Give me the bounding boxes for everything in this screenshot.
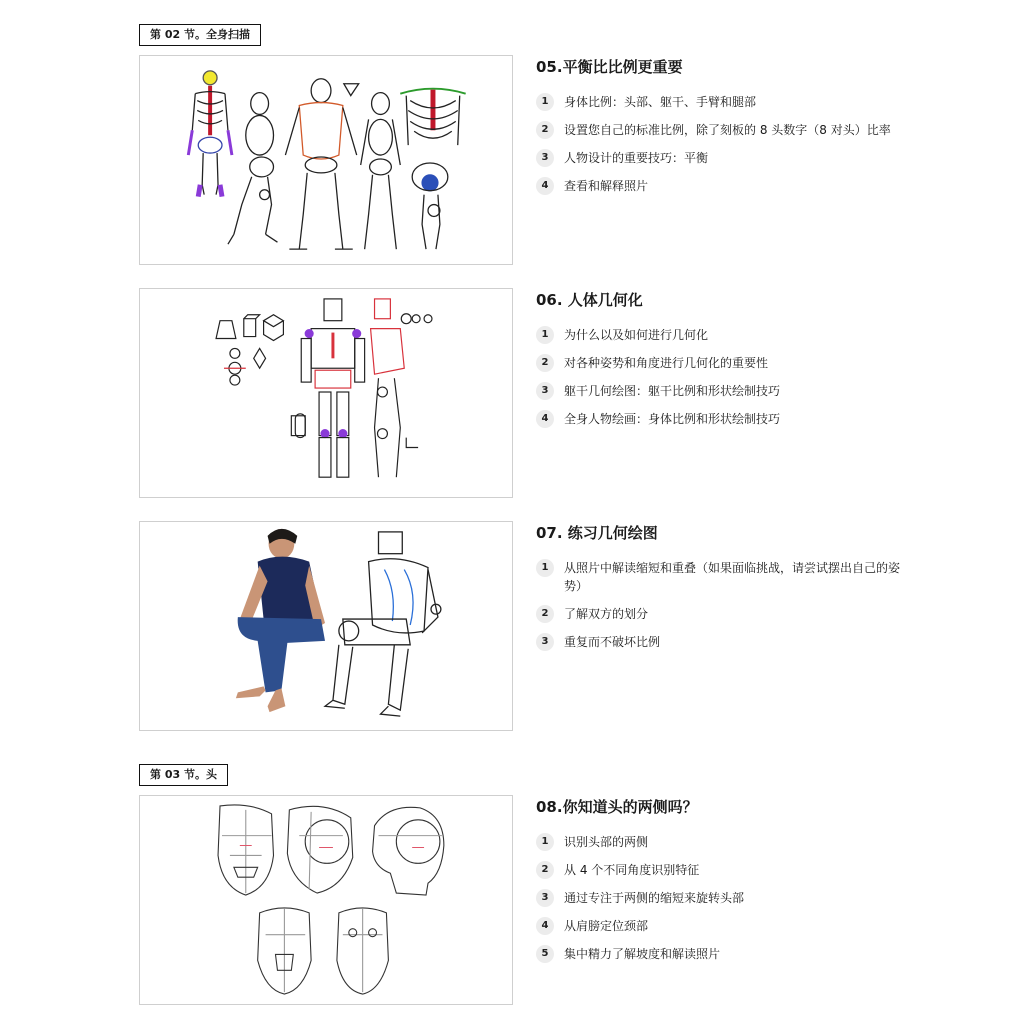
proportion-figures-illustration bbox=[140, 56, 512, 264]
lesson-info bbox=[536, 521, 906, 661]
topic-item bbox=[536, 861, 906, 879]
topic-text: 重复而不破坏比例 bbox=[564, 635, 661, 649]
topic-number-badge: 2 bbox=[536, 354, 554, 372]
topic-number-badge: 4 bbox=[536, 177, 554, 195]
section-tag: 第 03 节。头 bbox=[139, 764, 228, 786]
lesson-title: 07. 练习几何绘图 bbox=[536, 524, 658, 542]
topic-text: 对各种姿势和角度进行几何化的重要性 bbox=[564, 356, 769, 370]
topic-text: 从肩膀定位颈部 bbox=[564, 919, 649, 933]
topic-text: 人物设计的重要技巧：平衡 bbox=[564, 151, 709, 165]
lesson-thumbnail bbox=[139, 795, 513, 1005]
topic-number-badge: 3 bbox=[536, 633, 554, 651]
topic-number-badge: 2 bbox=[536, 861, 554, 879]
lesson-topic-list bbox=[536, 833, 906, 963]
topic-number-badge: 3 bbox=[536, 149, 554, 167]
topic-text: 躯干几何绘图：躯干比例和形状绘制技巧 bbox=[564, 384, 781, 398]
topic-number-badge: 5 bbox=[536, 945, 554, 963]
lesson-topic-list bbox=[536, 559, 906, 651]
topic-text: 识别头部的两侧 bbox=[564, 835, 649, 849]
topic-item bbox=[536, 605, 906, 623]
lesson-info bbox=[536, 795, 906, 973]
topic-number-badge: 1 bbox=[536, 833, 554, 851]
topic-item bbox=[536, 410, 906, 428]
lesson-info bbox=[536, 55, 906, 205]
topic-item bbox=[536, 93, 906, 111]
topic-number-badge: 3 bbox=[536, 382, 554, 400]
topic-text: 从照片中解读缩短和重叠（如果面临挑战，请尝试摆出自己的姿势） bbox=[564, 561, 901, 593]
topic-number-badge: 1 bbox=[536, 93, 554, 111]
lesson-thumbnail bbox=[139, 521, 513, 731]
topic-number-badge: 2 bbox=[536, 605, 554, 623]
topic-number-badge: 3 bbox=[536, 889, 554, 907]
topic-item bbox=[536, 945, 906, 963]
lesson-topic-list bbox=[536, 93, 906, 195]
seated-pose-illustration bbox=[140, 522, 512, 730]
topic-text: 查看和解释照片 bbox=[564, 179, 649, 193]
geometric-body-illustration bbox=[140, 289, 512, 497]
topic-text: 为什么以及如何进行几何化 bbox=[564, 328, 709, 342]
topic-text: 集中精力了解坡度和解读照片 bbox=[564, 947, 721, 961]
lesson-thumbnail bbox=[139, 288, 513, 498]
topic-item bbox=[536, 354, 906, 372]
topic-number-badge: 1 bbox=[536, 559, 554, 577]
lesson-title: 05.平衡比比例更重要 bbox=[536, 58, 683, 76]
topic-text: 从 4 个不同角度识别特征 bbox=[564, 863, 700, 877]
section-tag: 第 02 节。全身扫描 bbox=[139, 24, 261, 46]
topic-text: 了解双方的划分 bbox=[564, 607, 649, 621]
lesson-topic-list bbox=[536, 326, 906, 428]
topic-text: 身体比例：头部、躯干、手臂和腿部 bbox=[564, 95, 757, 109]
topic-item bbox=[536, 121, 906, 139]
topic-number-badge: 4 bbox=[536, 917, 554, 935]
topic-item bbox=[536, 633, 906, 651]
topic-number-badge: 1 bbox=[536, 326, 554, 344]
lesson-title: 06. 人体几何化 bbox=[536, 291, 643, 309]
topic-item bbox=[536, 833, 906, 851]
topic-number-badge: 2 bbox=[536, 121, 554, 139]
topic-text: 设置您自己的标准比例，除了刻板的 8 头数字（8 对头）比率 bbox=[564, 123, 891, 137]
topic-text: 通过专注于两侧的缩短来旋转头部 bbox=[564, 891, 745, 905]
topic-item bbox=[536, 382, 906, 400]
topic-number-badge: 4 bbox=[536, 410, 554, 428]
lesson-info bbox=[536, 288, 906, 438]
topic-item bbox=[536, 177, 906, 195]
topic-item bbox=[536, 889, 906, 907]
topic-item bbox=[536, 149, 906, 167]
topic-text: 全身人物绘画：身体比例和形状绘制技巧 bbox=[564, 412, 781, 426]
head-sides-illustration bbox=[140, 796, 512, 1004]
topic-item bbox=[536, 559, 906, 595]
lesson-thumbnail bbox=[139, 55, 513, 265]
lesson-title: 08.你知道头的两侧吗？ bbox=[536, 798, 698, 816]
topic-item bbox=[536, 326, 906, 344]
topic-item bbox=[536, 917, 906, 935]
